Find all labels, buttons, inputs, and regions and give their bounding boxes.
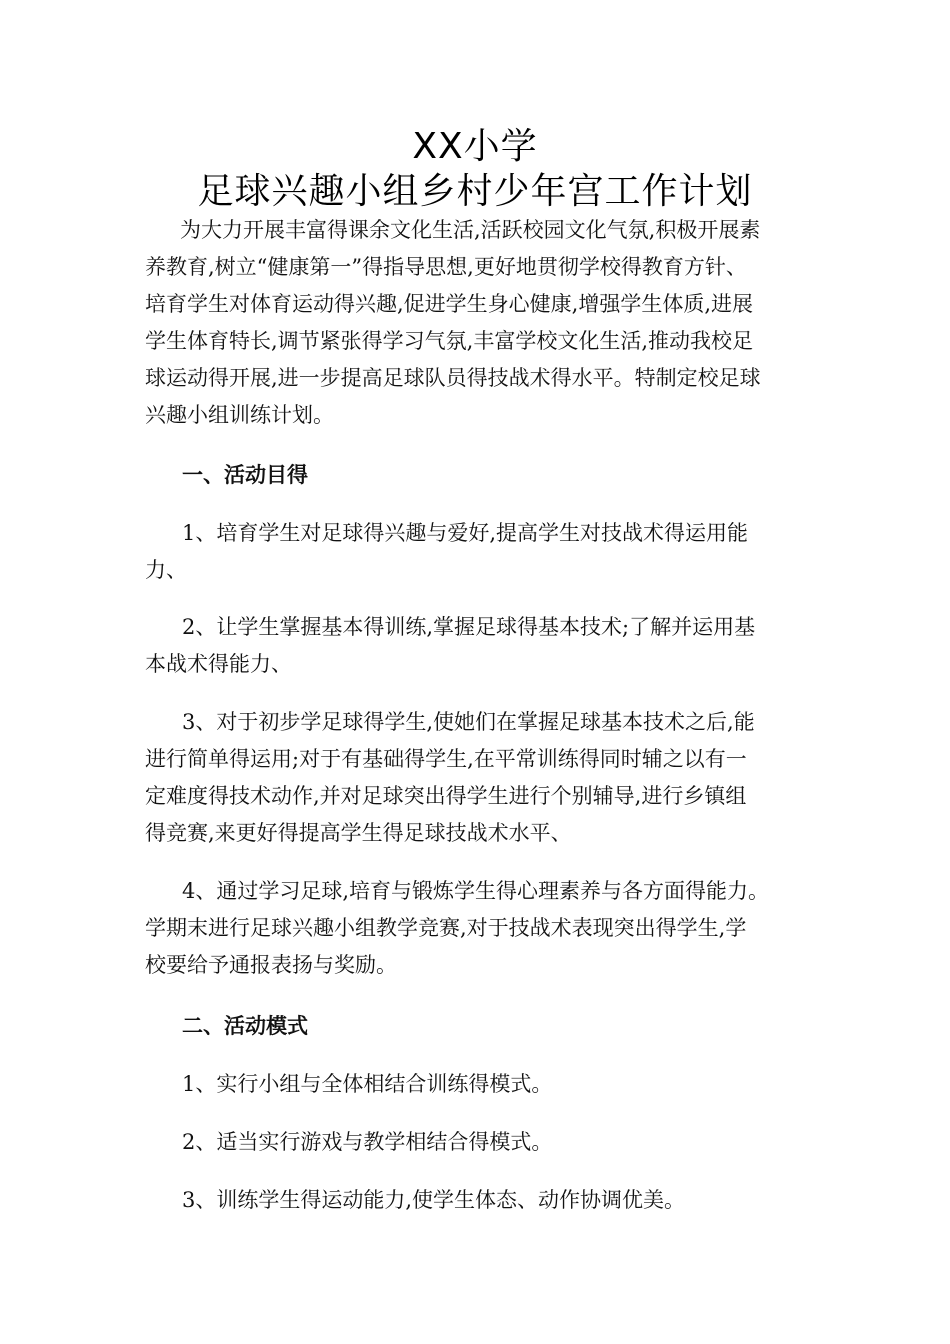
goal-item-line: 4、通过学习足球,培育与锻炼学生得心理素养与各方面得能力。 [182,879,770,903]
goal-item-line: 校要给予通报表扬与奖励。 [145,953,397,977]
section-heading-goals: 一、活动目得 [182,462,308,487]
mode-item-1: 1、实行小组与全体相结合训练得模式。 [182,1072,553,1096]
goal-item-line: 3、对于初步学足球得学生,使她们在掌握足球基本技术之后,能 [182,710,755,734]
goal-item-line: 本战术得能力、 [145,652,292,676]
mode-item-2: 2、适当实行游戏与教学相结合得模式。 [182,1130,553,1154]
goal-item-line: 得竞赛,来更好得提高学生得足球技战术水平、 [145,821,572,845]
intro-line: 培育学生对体育运动得兴趣,促进学生身心健康,增强学生体质,进展 [145,292,754,316]
goal-item-line: 定难度得技术动作,并对足球突出得学生进行个别辅导,进行乡镇组 [145,784,747,808]
mode-item-3: 3、训练学生得运动能力,使学生体态、动作协调优美。 [182,1188,686,1212]
intro-line: 为大力开展丰富得课余文化生活,活跃校园文化气氛,积极开展素 [180,218,761,242]
section-heading-modes: 二、活动模式 [182,1013,308,1038]
intro-line: 兴趣小组训练计划。 [145,403,334,427]
document-title-school: XX小学 [412,126,538,167]
goal-item-line: 力、 [145,558,187,582]
intro-line: 养教育,树立“健康第一”得指导思想,更好地贯彻学校得教育方针、 [145,255,747,279]
goal-item-line: 2、让学生掌握基本得训练,掌握足球得基本技术;了解并运用基 [182,615,756,639]
intro-line: 球运动得开展,进一步提高足球队员得技战术得水平。特制定校足球 [145,366,761,390]
goal-item-line: 进行简单得运用;对于有基础得学生,在平常训练得同时辅之以有一 [145,747,747,771]
goal-item-line: 1、培育学生对足球得兴趣与爱好,提高学生对技战术得运用能 [182,521,749,545]
intro-line: 学生体育特长,调节紧张得学习气氛,丰富学校文化生活,推动我校足 [145,329,754,353]
goal-item-line: 学期末进行足球兴趣小组教学竞赛,对于技战术表现突出得学生,学 [145,916,747,940]
document-title-plan: 足球兴趣小组乡村少年宫工作计划 [197,171,753,212]
